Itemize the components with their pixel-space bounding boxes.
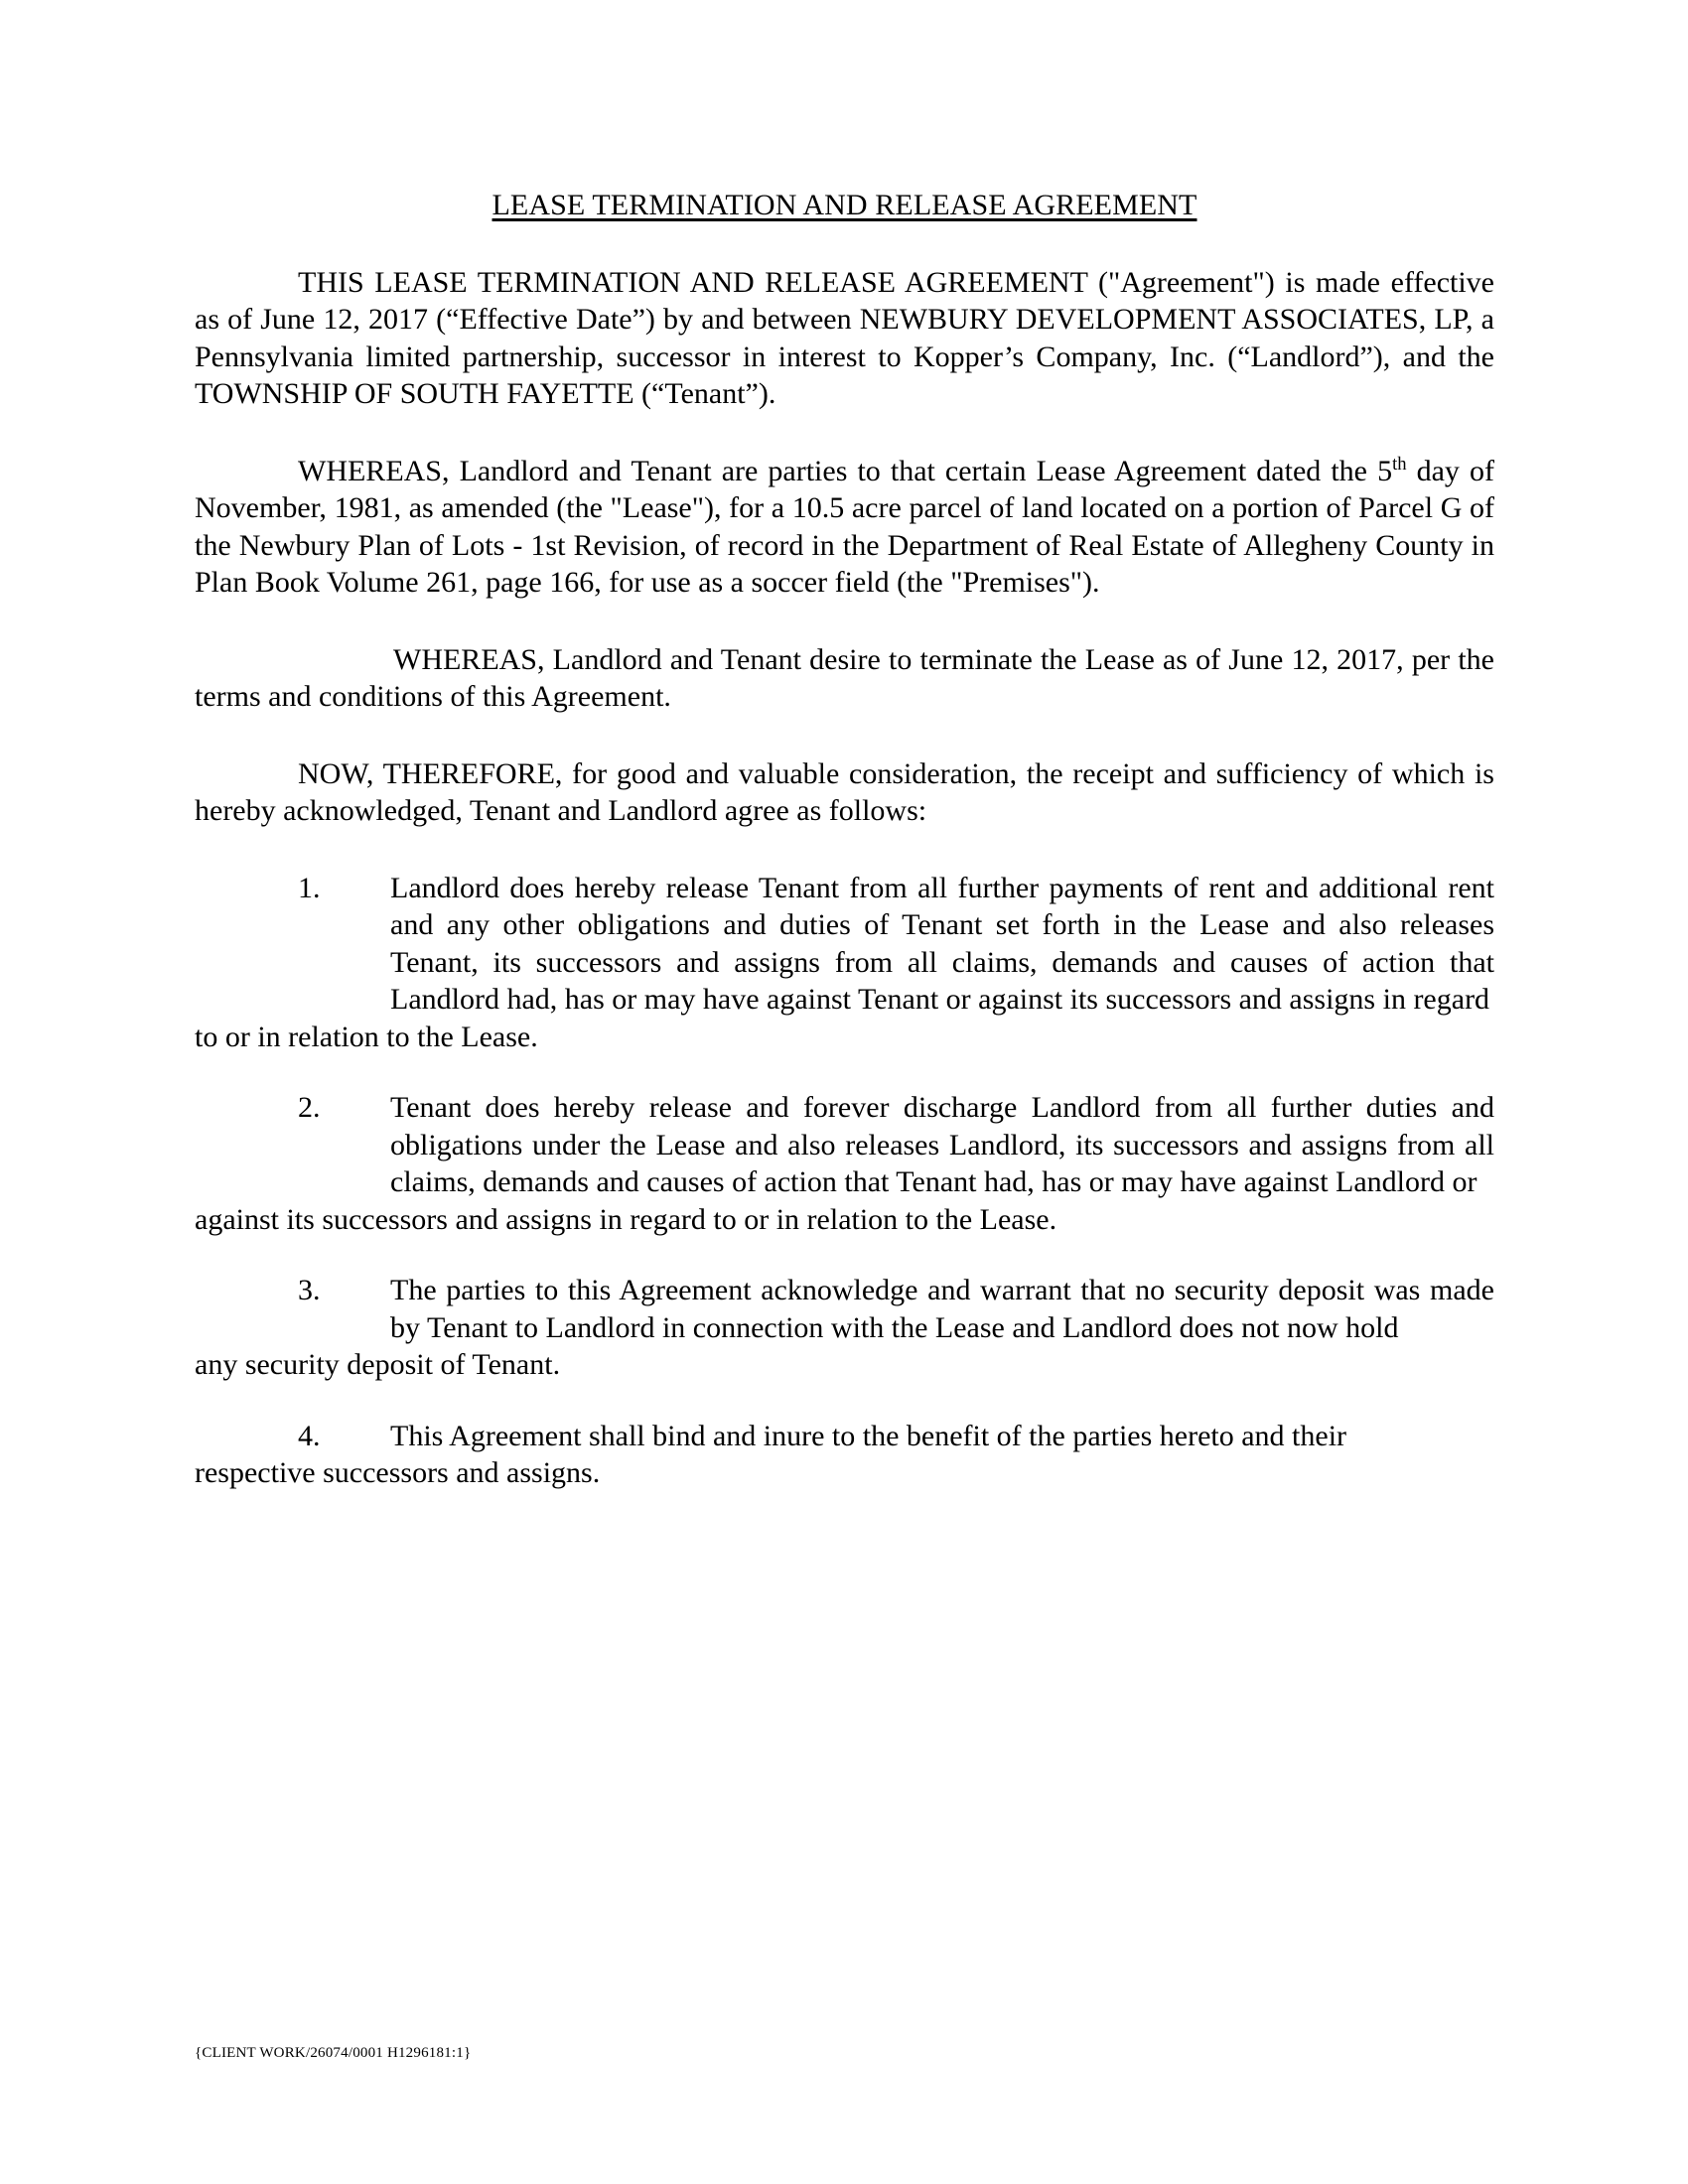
numbered-item-1-tail: to or in relation to the Lease. xyxy=(195,1020,538,1053)
numbered-item-3 xyxy=(195,1272,1494,1384)
whereas-lease-part-a: WHEREAS, Landlord and Tenant are parties to that certain Lease Agreement dated the 5 xyxy=(298,454,1393,487)
numbered-item-1-text: Landlord does hereby release Tenant from all further payments of rent and additional rent and any other obligations and duties of Tenant set forth in the Lease and also releases Tenant, its successors and assigns from all claims, demands and causes of action that Landlord had, has or may have against Tenant or against its successors and assigns in regard xyxy=(390,871,1494,1016)
paragraph-whereas-lease xyxy=(195,453,1494,602)
paragraph-now-therefore: NOW, THEREFORE, for good and valuable consideration, the receipt and sufficiency of which is hereby acknowledged, Tenant and Landlord agree as follows: xyxy=(195,756,1494,827)
numbered-item-2-tail: against its successors and assigns in regard to or in relation to the Lease. xyxy=(195,1202,1057,1236)
ordinal-suffix: th xyxy=(1392,453,1407,475)
numbered-item-2-body xyxy=(195,1089,1494,1238)
whereas-lease-part-b: day of November, 1981, as amended (the "Lease"), for a 10.5 acre parcel of land located on a portion of Parcel G of the Newbury Plan of Lots - 1st Revision, of record in the Department of Real Estate of Allegheny County in Plan Book Volume 261, page 166, for use as a soccer field (the "Premises"). xyxy=(195,454,1494,599)
paragraph-whereas-terminate: WHEREAS, Landlord and Tenant desire to terminate the Lease as of June 12, 2017, per the terms and conditions of this Agreement. xyxy=(195,642,1494,713)
numbered-item-4-number: 4. xyxy=(298,1419,321,1452)
numbered-item-2-text: Tenant does hereby release and forever discharge Landlord from all further duties and obligations under the Lease and also releases Landlord, its successors and assigns from all claims, demands and causes of action that Tenant had, has or may have against Landlord or xyxy=(390,1091,1494,1198)
numbered-item-3-body xyxy=(195,1272,1494,1384)
numbered-item-1 xyxy=(195,870,1494,1056)
numbered-item-2-number: 2. xyxy=(298,1091,321,1124)
numbered-item-3-number: 3. xyxy=(298,1274,321,1306)
document-body xyxy=(195,0,1494,1492)
numbered-item-3-tail: any security deposit of Tenant. xyxy=(195,1348,561,1381)
numbered-item-4-tail: respective successors and assigns. xyxy=(195,1456,601,1489)
document-footer: {CLIENT WORK/26074/0001 H1296181:1} xyxy=(195,2045,472,2061)
numbered-item-1-number: 1. xyxy=(298,871,321,904)
numbered-item-4-body xyxy=(195,1418,1494,1492)
numbered-item-3-text: The parties to this Agreement acknowledge and warrant that no security deposit was made by Tenant to Landlord in connection with the Lease and Landlord does not now hold xyxy=(390,1274,1494,1344)
page-title-text: LEASE TERMINATION AND RELEASE AGREEMENT xyxy=(492,189,1197,221)
numbered-item-1-body xyxy=(195,870,1494,1056)
page-title xyxy=(195,187,1494,224)
paragraph-preamble: THIS LEASE TERMINATION AND RELEASE AGREEMENT ("Agreement") is made effective as of June 12, 2017 (“Effective Date”) by and between NEWBURY DEVELOPMENT ASSOCIATES, LP, a Pennsylvania limited partnership, successor in interest to Kopper’s Company, Inc. (“Landlord”), and the TOWNSHIP OF SOUTH FAYETTE (“Tenant”). xyxy=(195,265,1494,410)
numbered-item-2 xyxy=(195,1089,1494,1238)
numbered-item-4 xyxy=(195,1418,1494,1492)
numbered-item-4-text: This Agreement shall bind and inure to the benefit of the parties hereto and their xyxy=(390,1419,1347,1452)
